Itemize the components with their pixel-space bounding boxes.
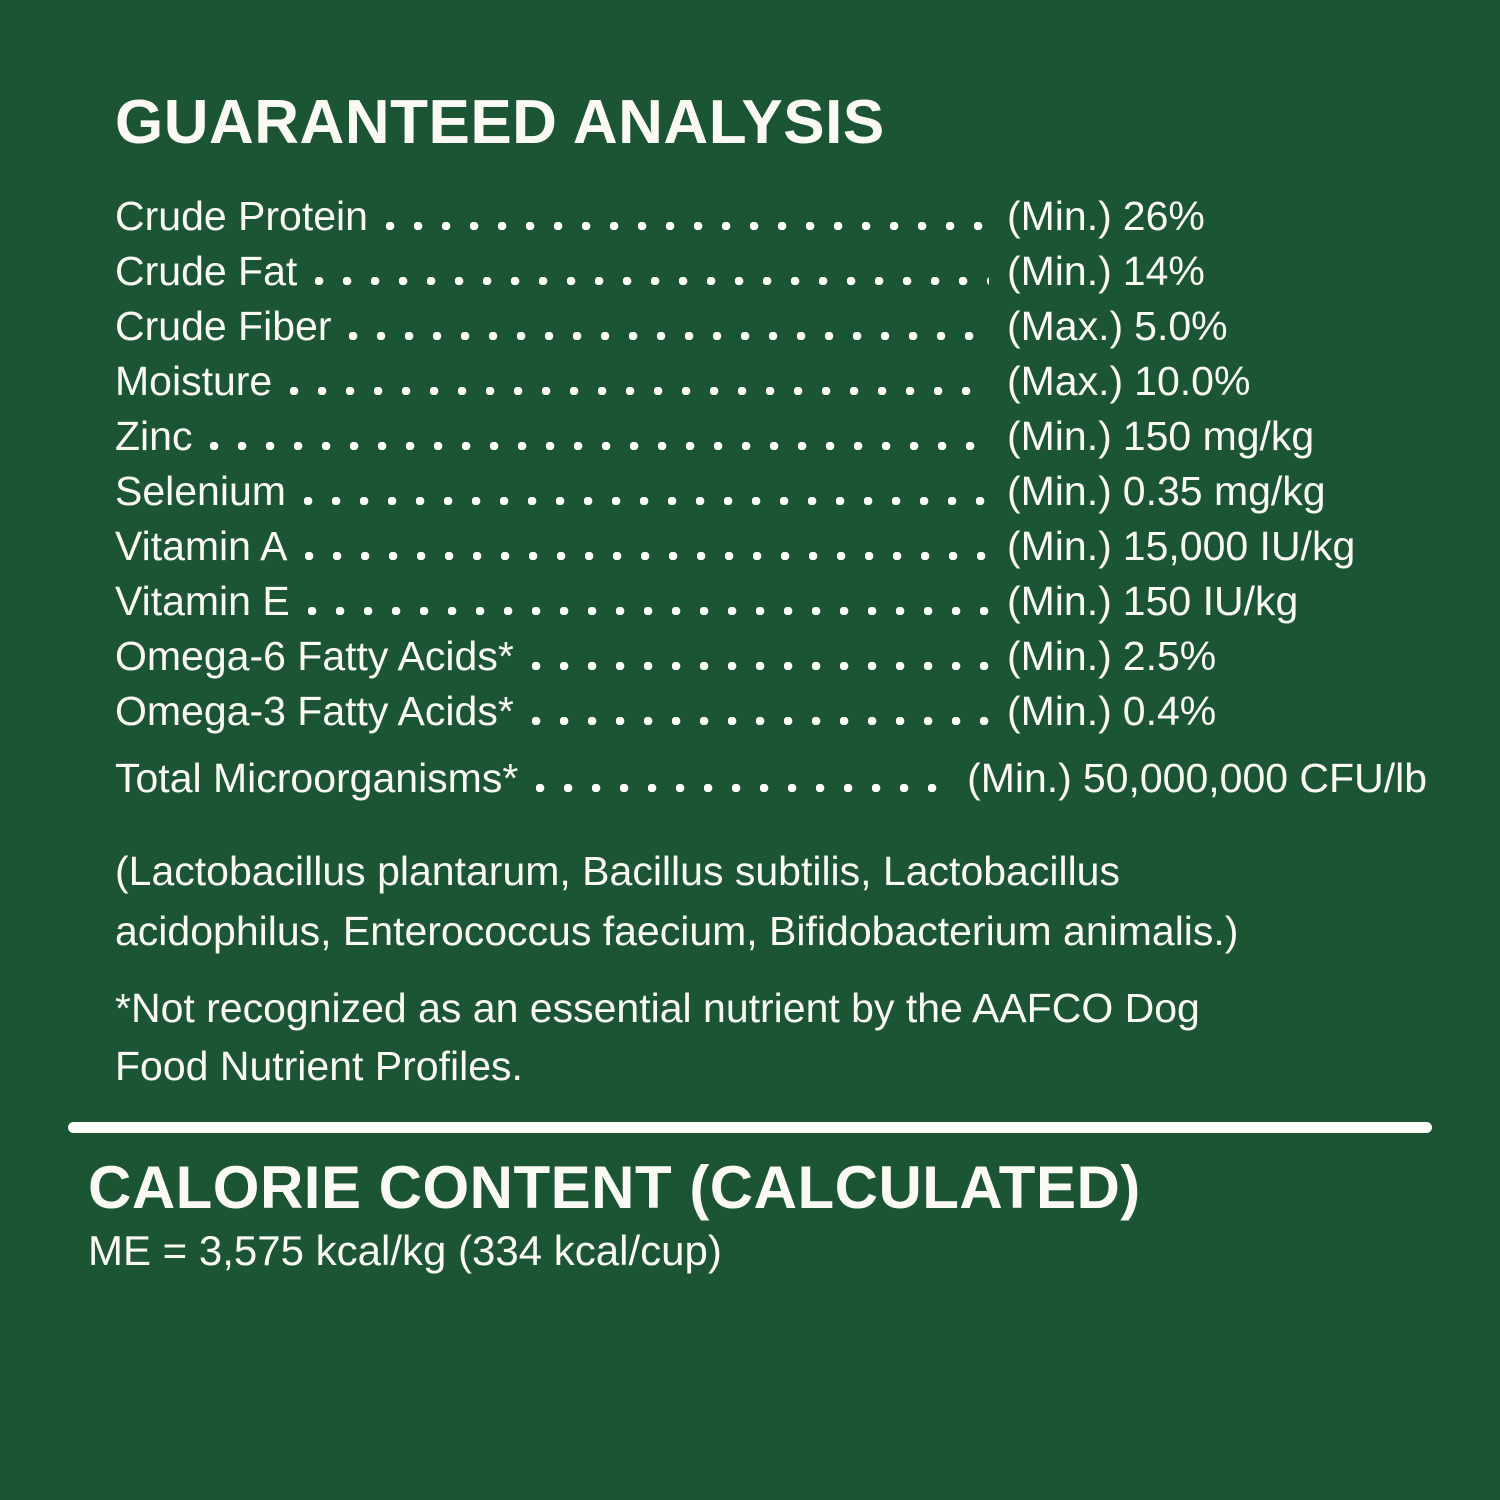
nutrient-amount: 0.4% xyxy=(1122,688,1217,734)
microorganisms-note-line: acidophilus, Enterococcus faecium, Bifidobacterium animalis.) xyxy=(115,908,1239,954)
nutrient-qualifier: (Min.) xyxy=(1007,633,1112,679)
nutrient-row-zinc xyxy=(115,413,1427,459)
aafco-footnote-line: *Not recognized as an essential nutrient by the AAFCO Dog xyxy=(115,985,1200,1031)
nutrient-value xyxy=(1007,468,1427,514)
nutrient-value xyxy=(1007,193,1427,239)
microorganisms-note xyxy=(115,841,1427,961)
nutrient-value xyxy=(1007,578,1427,624)
nutrient-row-omega-3 xyxy=(115,688,1427,734)
dotted-leader xyxy=(210,442,989,450)
calorie-content-section xyxy=(88,1154,1141,1274)
nutrient-qualifier: (Max.) xyxy=(1007,303,1124,349)
nutrient-value xyxy=(1007,523,1427,569)
nutrient-amount: 10.0% xyxy=(1134,358,1251,404)
nutrient-amount: 150 IU/kg xyxy=(1122,578,1299,624)
dotted-leader xyxy=(349,332,989,340)
nutrient-row-total-microorganisms xyxy=(115,755,1427,801)
nutrient-qualifier: (Min.) xyxy=(967,755,1072,801)
nutrient-name: Crude Fat xyxy=(115,248,298,294)
nutrient-name: Crude Fiber xyxy=(115,303,332,349)
nutrient-value xyxy=(1007,413,1427,459)
nutrient-amount: 15,000 IU/kg xyxy=(1122,523,1356,569)
nutrient-qualifier: (Min.) xyxy=(1007,468,1112,514)
metabolizable-energy-line: ME = 3,575 kcal/kg (334 kcal/cup) xyxy=(88,1227,722,1274)
nutrient-row-vitamin-a xyxy=(115,523,1427,569)
nutrient-value xyxy=(967,755,1427,801)
aafco-footnote-line: Food Nutrient Profiles. xyxy=(115,1043,523,1089)
dotted-leader xyxy=(536,784,949,792)
nutrient-row-vitamin-e xyxy=(115,578,1427,624)
guaranteed-analysis-title: GUARANTEED ANALYSIS xyxy=(115,88,885,157)
dotted-leader xyxy=(305,552,989,560)
nutrient-name: Vitamin E xyxy=(115,578,290,624)
nutrient-qualifier: (Max.) xyxy=(1007,358,1124,404)
calorie-content-title: CALORIE CONTENT (CALCULATED) xyxy=(88,1154,1141,1221)
dotted-leader xyxy=(290,387,989,395)
dotted-leader xyxy=(532,717,989,725)
dotted-leader xyxy=(315,277,989,285)
nutrient-qualifier: (Min.) xyxy=(1007,193,1112,239)
nutrient-qualifier: (Min.) xyxy=(1007,413,1112,459)
nutrient-qualifier: (Min.) xyxy=(1007,248,1112,294)
nutrient-value xyxy=(1007,688,1427,734)
nutrient-amount: 26% xyxy=(1122,193,1205,239)
nutrient-name: Omega-3 Fatty Acids* xyxy=(115,688,514,734)
guaranteed-analysis-section xyxy=(115,88,1427,1095)
nutrient-amount: 150 mg/kg xyxy=(1122,413,1315,459)
nutrient-amount: 2.5% xyxy=(1122,633,1217,679)
nutrient-row-selenium xyxy=(115,468,1427,514)
nutrient-table xyxy=(115,193,1427,801)
dotted-leader xyxy=(308,607,989,615)
nutrient-row-crude-protein xyxy=(115,193,1427,239)
nutrient-row-crude-fat xyxy=(115,248,1427,294)
dotted-leader xyxy=(386,222,989,230)
nutrient-amount: 5.0% xyxy=(1134,303,1228,349)
nutrient-value xyxy=(1007,358,1427,404)
nutrient-name: Vitamin A xyxy=(115,523,288,569)
nutrient-name: Selenium xyxy=(115,468,286,514)
nutrient-value xyxy=(1007,303,1427,349)
nutrient-amount: 14% xyxy=(1122,248,1205,294)
nutrient-name: Zinc xyxy=(115,413,193,459)
nutrient-name: Omega-6 Fatty Acids* xyxy=(115,633,514,679)
dotted-leader xyxy=(304,497,989,505)
nutrient-name: Crude Protein xyxy=(115,193,368,239)
section-divider xyxy=(68,1122,1432,1133)
nutrient-value xyxy=(1007,248,1427,294)
nutrient-row-crude-fiber xyxy=(115,303,1427,349)
microorganisms-note-line: (Lactobacillus plantarum, Bacillus subtilis, Lactobacillus xyxy=(115,848,1120,894)
nutrient-qualifier: (Min.) xyxy=(1007,688,1112,734)
nutrient-amount: 0.35 mg/kg xyxy=(1122,468,1326,514)
nutrient-row-omega-6 xyxy=(115,633,1427,679)
nutrient-value xyxy=(1007,633,1427,679)
nutrient-qualifier: (Min.) xyxy=(1007,523,1112,569)
dotted-leader xyxy=(532,662,989,670)
nutrient-qualifier: (Min.) xyxy=(1007,578,1112,624)
nutrient-amount: 50,000,000 CFU/lb xyxy=(1082,755,1427,801)
nutrient-name: Total Microorganisms* xyxy=(115,755,519,801)
aafco-footnote xyxy=(115,979,1427,1095)
nutrient-row-moisture xyxy=(115,358,1427,404)
nutrient-name: Moisture xyxy=(115,358,273,404)
